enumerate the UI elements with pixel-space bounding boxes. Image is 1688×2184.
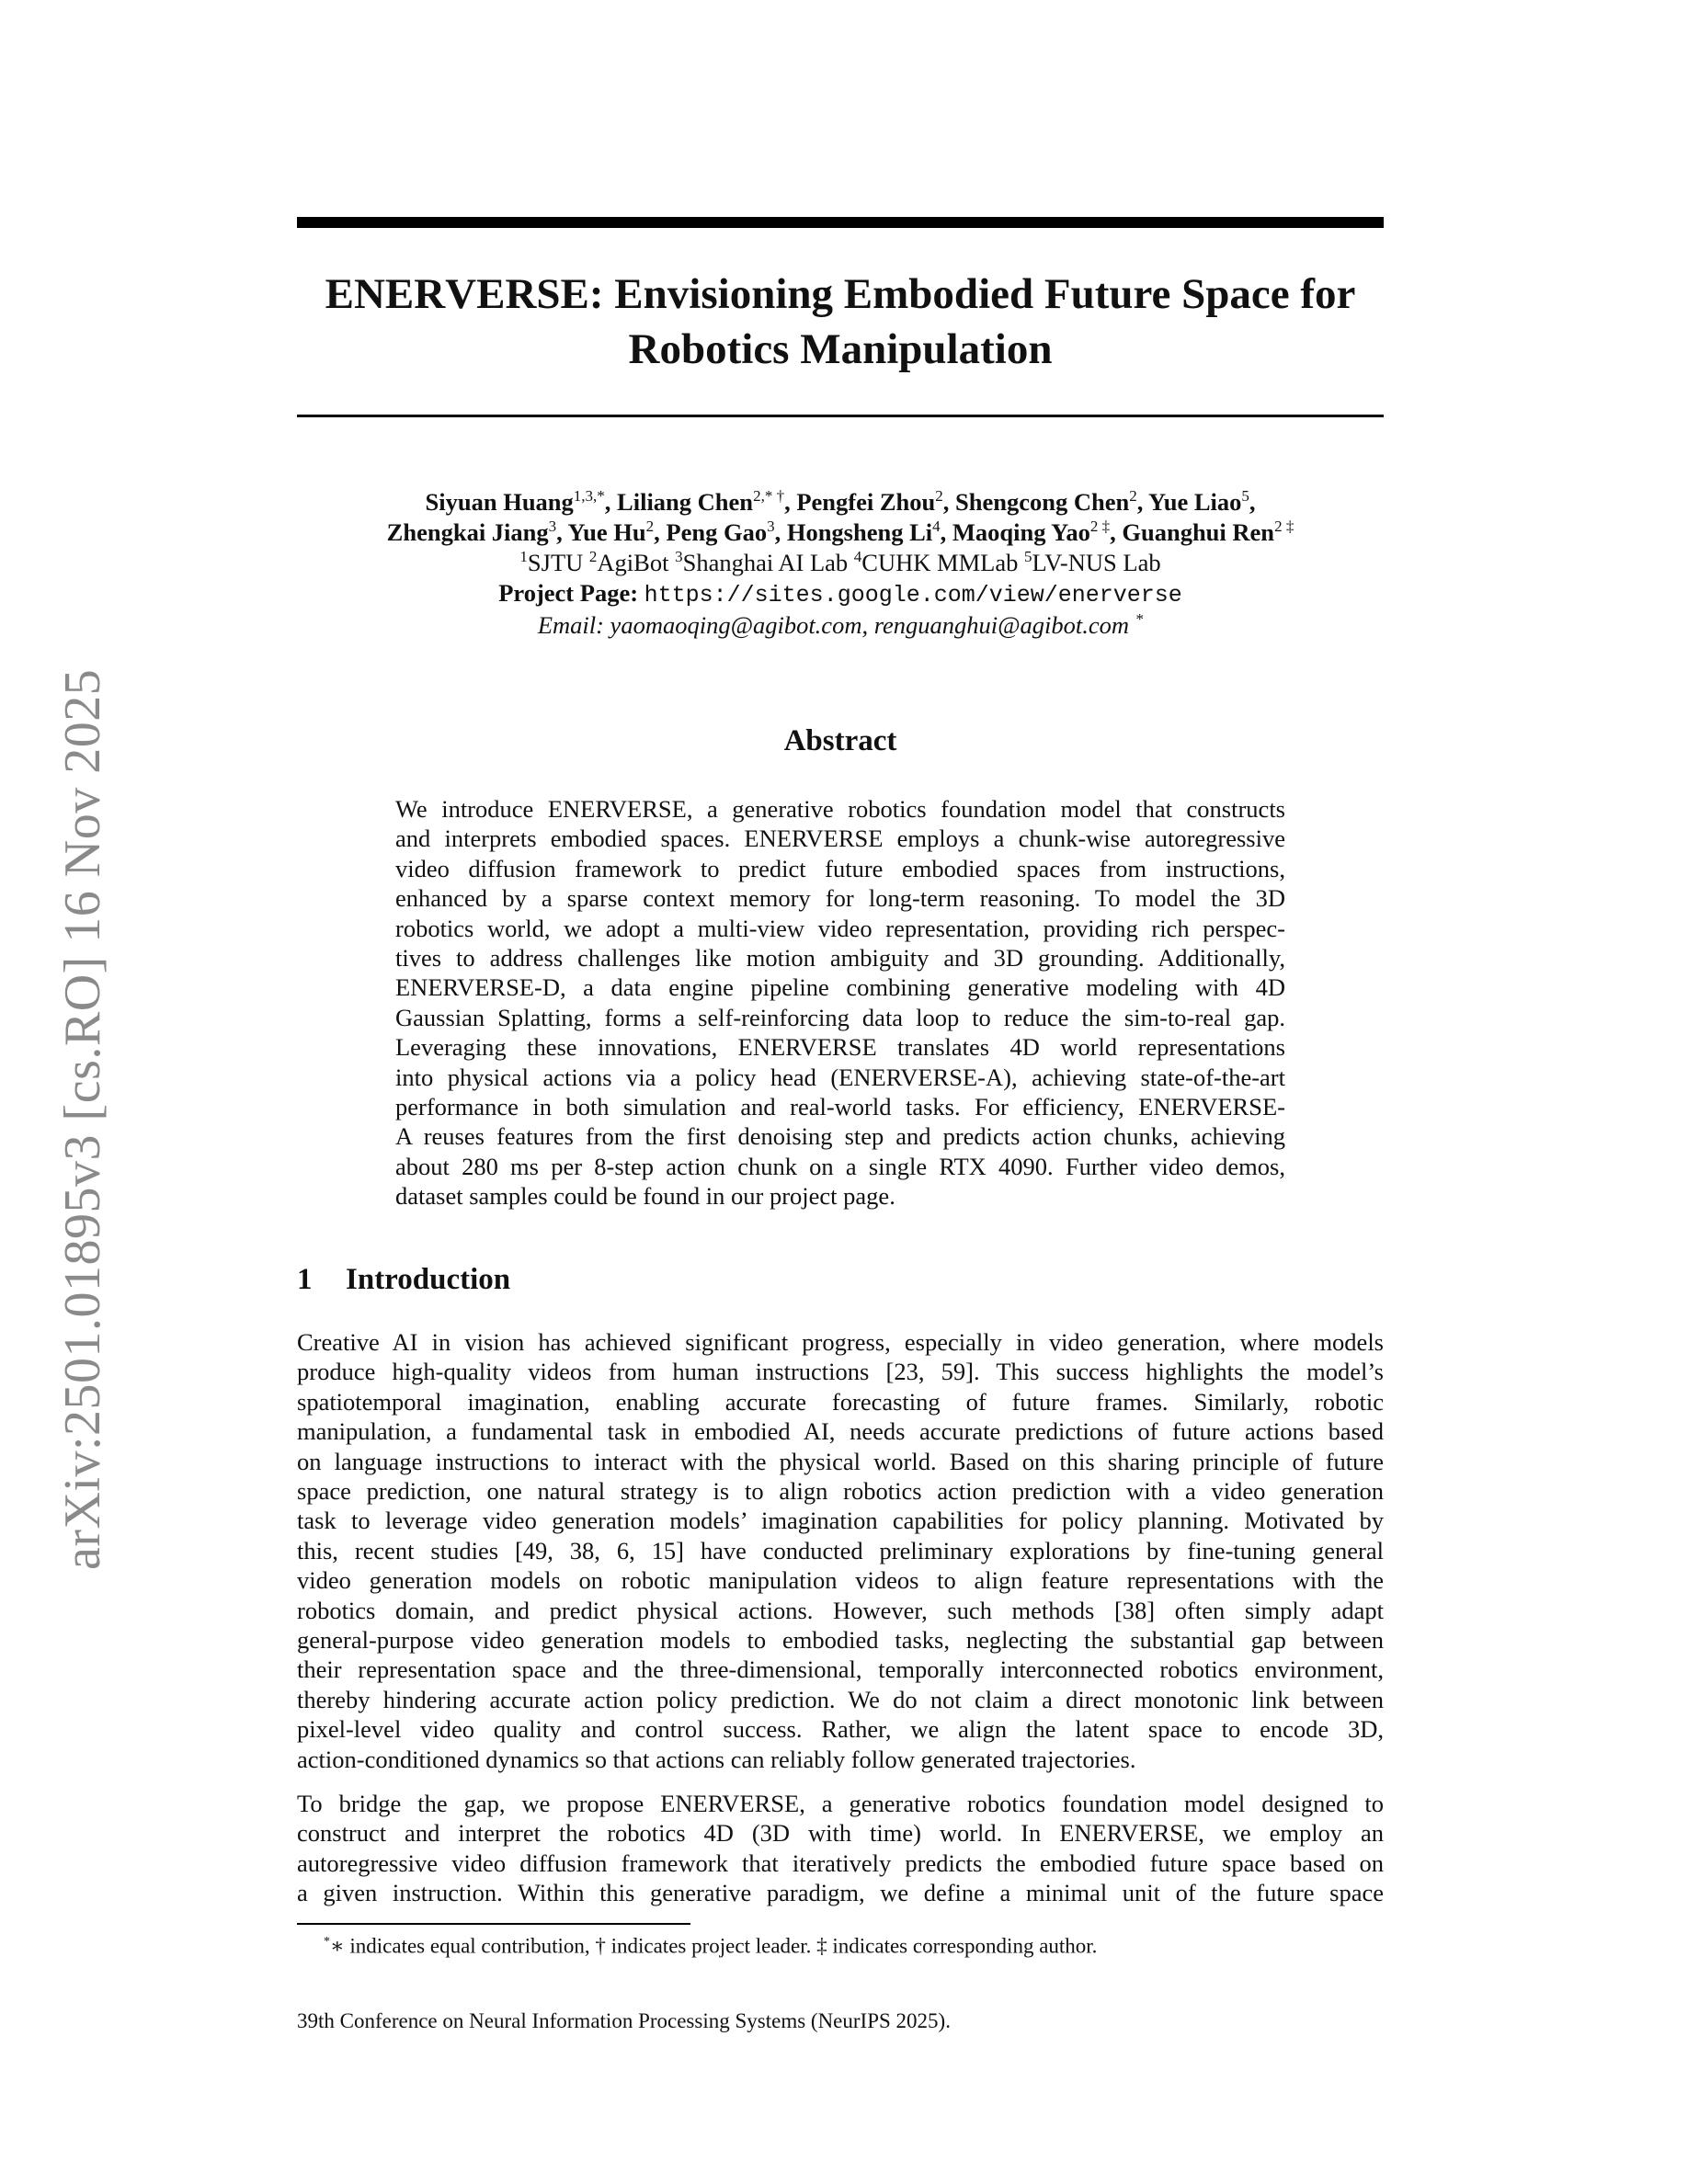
text-line: and interprets embodied spaces. ENERVERSE employs a chunk-wise autoregressive bbox=[395, 825, 1285, 853]
author: Yue Hu bbox=[567, 518, 646, 546]
text-line: robotics world, we adopt a multi-view video representation, providing rich perspec- bbox=[395, 914, 1285, 942]
author: Guanghui Ren bbox=[1122, 518, 1275, 546]
text-line: manipulation, a fundamental task in embodied AI, needs accurate predictions of future actions based bbox=[297, 1417, 1384, 1446]
author: Maoqing Yao bbox=[952, 518, 1090, 546]
paper-title bbox=[297, 267, 1384, 377]
text-line: performance in both simulation and real-world tasks. For efficiency, ENERVERSE- bbox=[395, 1093, 1285, 1121]
text-line: ENERVERSE-D, a data engine pipeline combining generative modeling with 4D bbox=[395, 973, 1285, 1002]
title-name-mid: V bbox=[445, 270, 477, 318]
text-line: thereby hindering accurate action policy prediction. We do not claim a direct monotonic link between bbox=[297, 1685, 1384, 1713]
abstract-body bbox=[395, 794, 1285, 1211]
text-line: action-conditioned dynamics so that actions can reliably follow generated trajectories. bbox=[297, 1745, 1136, 1773]
project-page bbox=[297, 578, 1384, 610]
intro-paragraph-1 bbox=[297, 1327, 1384, 1774]
text-line: Gaussian Splatting, forms a self-reinforcing data loop to reduce the sim-to-real gap. bbox=[395, 1003, 1285, 1031]
text-line: video generation models on robotic manipulation videos to align feature representations with the bbox=[297, 1566, 1384, 1595]
text-line: construct and interpret the robotics 4D (3D with time) world. In ENERVERSE, we employ an bbox=[297, 1819, 1384, 1848]
section-title: Introduction bbox=[346, 1263, 511, 1296]
author: Siyuan Huang bbox=[425, 488, 574, 516]
text-line: We introduce ENERVERSE, a generative robotics foundation model that constructs bbox=[395, 795, 1285, 823]
abstract-heading: Abstract bbox=[783, 724, 897, 757]
footnote-rule bbox=[297, 1923, 690, 1925]
author-affil: 2 bbox=[1129, 487, 1137, 506]
text-line: autoregressive video diffusion framework that iteratively predicts the embodied future space based on bbox=[297, 1848, 1384, 1877]
text-line: this, recent studies [49, 38, 6, 15] have conducted preliminary explorations by fine-tuning general bbox=[297, 1536, 1384, 1564]
affil-name: CUHK MMLab bbox=[861, 549, 1024, 576]
author-affil: 2 ‡ bbox=[1274, 518, 1295, 536]
affil-name: Shanghai AI Lab bbox=[682, 549, 854, 576]
footnote bbox=[324, 1928, 1097, 1961]
author-affil: 2 bbox=[645, 518, 655, 536]
text-line: enhanced by a sparse context memory for long-term reasoning. To model the 3D bbox=[395, 884, 1285, 913]
author: Liliang Chen bbox=[617, 488, 754, 516]
author: Shengcong Chen bbox=[954, 488, 1130, 516]
affil-name: SJTU bbox=[527, 549, 589, 576]
project-url[interactable]: https://sites.google.com/view/enerverse bbox=[644, 582, 1182, 609]
text-line: general-purpose video generation models to embodied tasks, neglecting the substantial gap between bbox=[297, 1626, 1384, 1655]
author: Zhengkai Jiang bbox=[386, 518, 549, 546]
text-line: robotics domain, and predict physical actions. However, such methods [38] often simply adapt bbox=[297, 1596, 1384, 1624]
text-line: pixel-level video quality and control success. Rather, we align the latent space to encode 3D, bbox=[297, 1715, 1384, 1744]
text-line: tives to address challenges like motion ambiguity and 3D grounding. Additionally, bbox=[395, 944, 1285, 973]
text-line: produce high-quality videos from human instructions [23, 59]. This success highlights the model’s bbox=[297, 1358, 1384, 1386]
title-line1-rest: : Envisioning Embodied Future Space for bbox=[588, 270, 1356, 318]
email-text[interactable]: Email: yaomaoqing@agibot.com, renguanghui@agibot.com bbox=[537, 611, 1130, 639]
title-line2: Robotics Manipulation bbox=[628, 325, 1053, 373]
author-affil: 2 bbox=[935, 487, 943, 506]
text-line: on language instructions to interact with the physical world. Based on this sharing principle of future bbox=[297, 1447, 1384, 1475]
author: Peng Gao bbox=[666, 518, 768, 546]
title-name-sc1: NER bbox=[353, 270, 446, 318]
section-number: 1 bbox=[297, 1263, 313, 1296]
text-line: their representation space and the three-dimensional, temporally interconnected robotics environment, bbox=[297, 1655, 1384, 1684]
title-name-prefix: E bbox=[325, 270, 354, 318]
author-affil: 3 bbox=[548, 518, 557, 536]
text-line: task to leverage video generation models’ imagination capabilities for policy planning. Motivated by bbox=[297, 1507, 1384, 1535]
arxiv-stamp: arXiv:2501.01895v3 [cs.RO] 16 Nov 2025 bbox=[54, 668, 111, 1570]
author-block bbox=[297, 487, 1384, 641]
author: Hongsheng Li bbox=[786, 518, 933, 546]
venue-line: 39th Conference on Neural Information Processing Systems (NeurIPS 2025). bbox=[297, 2009, 951, 2032]
affil-num: 3 bbox=[675, 548, 683, 566]
project-label: Project Page: bbox=[498, 579, 639, 607]
email-line bbox=[297, 610, 1384, 641]
text-line: space prediction, one natural strategy is to align robotics action prediction with a video generation bbox=[297, 1477, 1384, 1506]
author: Pengfei Zhou bbox=[796, 488, 936, 516]
text-line: video diffusion framework to predict future embodied spaces from instructions, bbox=[395, 854, 1285, 882]
affil-num: 2 bbox=[588, 548, 598, 566]
section-heading bbox=[297, 1263, 510, 1297]
author-affil: 1,3,* bbox=[573, 487, 605, 506]
affil-name: AgiBot bbox=[597, 549, 676, 576]
email-sup: * bbox=[1135, 610, 1144, 629]
affil-num: 1 bbox=[519, 548, 528, 566]
title-bottom-rule bbox=[297, 415, 1384, 417]
text-line: a given instruction. Within this generative paradigm, we define a minimal unit of the future space bbox=[297, 1879, 1384, 1907]
affiliations bbox=[297, 548, 1384, 578]
title-top-rule bbox=[297, 217, 1384, 228]
author: Yue Liao bbox=[1148, 488, 1242, 516]
text-line: A reuses features from the first denoising step and predicts action chunks, achieving bbox=[395, 1122, 1285, 1151]
text-line: into physical actions via a policy head (ENERVERSE-A), achieving state-of-the-art bbox=[395, 1063, 1285, 1091]
author-line-2: Zhengkai Jiang$^3$, Yue Hu$^2$, Peng Gao$^3$, Hongsheng Li$^4$, Maoqing Yao$^{2 \ddagger}$, Guanghui Ren$^{2 \ddagger}$ bbox=[386, 518, 1295, 546]
author-affil: 3 bbox=[767, 518, 775, 536]
affil-num: 5 bbox=[1023, 548, 1032, 566]
text-line: about 280 ms per 8-step action chunk on a single RTX 4090. Further video demos, bbox=[395, 1152, 1285, 1180]
text-line: Creative AI in vision has achieved significant progress, especially in video generation, where models bbox=[297, 1328, 1384, 1356]
author-affil: 5 bbox=[1241, 487, 1249, 506]
affil-name: LV-NUS Lab bbox=[1032, 549, 1161, 576]
text-line: spatiotemporal imagination, enabling accurate forecasting of future frames. Similarly, robotic bbox=[297, 1387, 1384, 1416]
author-line-1: Siyuan Huang$^{1,3,*}$, Liliang Chen$^{2,* \dagger}$, Pengfei Zhou$^2$, Shengcong Chen$^2$, Yue Liao$^5$, bbox=[425, 487, 1256, 516]
text-line: Leveraging these innovations, ENERVERSE translates 4D world representations bbox=[395, 1033, 1285, 1062]
author-affil: 2,* † bbox=[753, 487, 785, 506]
author-affil: 2 ‡ bbox=[1089, 518, 1111, 536]
text-line: To bridge the gap, we propose ENERVERSE, a generative robotics foundation model designed to bbox=[297, 1790, 1384, 1817]
footnote-mark: * bbox=[324, 1935, 330, 1949]
footnote-text: ∗ indicates equal contribution, † indicates project leader. ‡ indicates corresponding author. bbox=[330, 1934, 1098, 1958]
affil-num: 4 bbox=[853, 548, 862, 566]
text-line: dataset samples could be found in our project page. bbox=[395, 1182, 895, 1211]
intro-paragraph-2 bbox=[297, 1789, 1384, 1908]
title-name-sc2: ERSE bbox=[476, 270, 589, 318]
author-affil: 4 bbox=[932, 518, 941, 536]
